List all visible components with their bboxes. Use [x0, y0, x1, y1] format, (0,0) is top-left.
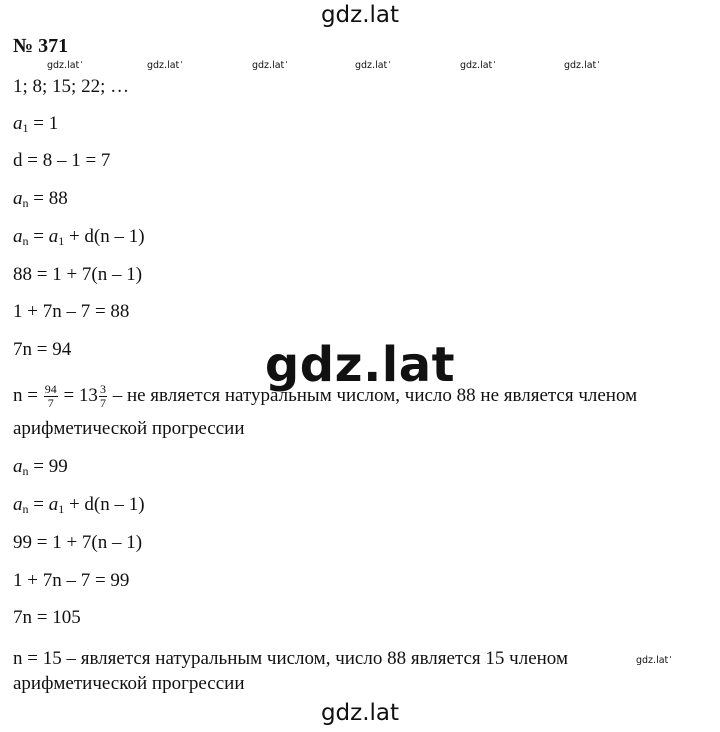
an99-sub: n — [22, 464, 29, 478]
formula-an-var: a — [13, 226, 23, 247]
watermark-small-2: gdz.lat ' — [147, 60, 182, 71]
eq99-line-2: 1 + 7n – 7 = 99 — [13, 570, 130, 591]
conclusion99-line1: n = 15 – является натуральным числом, число 88 является 15 членом — [13, 648, 568, 669]
n-fraction-line — [13, 383, 637, 410]
eq88-line-3: 7n = 94 — [13, 339, 72, 360]
eq99-line-3: 7n = 105 — [13, 607, 81, 628]
watermark-small-5: gdz.lat ' — [460, 60, 495, 71]
an88-line — [13, 188, 68, 214]
formula-line-1 — [13, 226, 145, 252]
frac-equals: = 13 — [58, 384, 98, 406]
n-frac-start: n = — [13, 384, 43, 406]
watermark-small-1: gdz.lat ' — [47, 60, 82, 71]
formula2-a1-sub: 1 — [58, 502, 65, 516]
formula-tail: + d(n – 1) — [64, 226, 145, 247]
conclusion88-line1: – не является натуральным числом, число 88 не является членом — [107, 384, 638, 406]
fraction-94-7-den: 7 — [47, 396, 54, 410]
formula2-tail: + d(n – 1) — [64, 494, 145, 515]
an99-line — [13, 456, 68, 482]
conclusion99-line2: арифметической прогрессии — [13, 673, 245, 694]
watermark-small-6: gdz.lat ' — [564, 60, 599, 71]
problem-title: № 371 — [13, 35, 69, 57]
an99-var: a — [13, 456, 23, 477]
an99-rest: = 99 — [28, 456, 68, 477]
formula2-eq: = — [28, 494, 49, 515]
watermark-small-3: gdz.lat ' — [252, 60, 287, 71]
watermark-top: gdz.lat — [320, 2, 400, 28]
conclusion88-line2: арифметической прогрессии — [13, 418, 245, 439]
fraction-3-7 — [99, 383, 107, 410]
fraction-94-7-num: 94 — [44, 382, 57, 396]
formula-a1-sub: 1 — [58, 234, 65, 248]
fraction-94-7 — [44, 383, 58, 410]
fraction-3-7-num: 3 — [99, 382, 106, 396]
an-sub: n — [22, 196, 29, 210]
formula2-an-var: a — [13, 494, 23, 515]
formula2-a1-var: a — [48, 494, 59, 515]
formula2-an-sub: n — [22, 502, 29, 516]
formula-an-sub: n — [22, 234, 29, 248]
eq99-line-1: 99 = 1 + 7(n – 1) — [13, 532, 143, 553]
a1-var: a — [13, 113, 23, 134]
watermark-bottom: gdz.lat — [320, 700, 400, 726]
an-var: a — [13, 188, 23, 209]
sequence-line: 1; 8; 15; 22; … — [13, 76, 130, 97]
eq88-line-2: 1 + 7n – 7 = 88 — [13, 301, 130, 322]
formula-line-2 — [13, 494, 145, 520]
a1-rest: = 1 — [28, 113, 59, 134]
formula-eq: = — [28, 226, 49, 247]
watermark-inline: gdz.lat ' — [636, 655, 671, 666]
watermark-center: gdz.lat — [264, 337, 456, 393]
a1-line — [13, 113, 58, 139]
a1-sub: 1 — [22, 121, 29, 135]
eq88-line-1: 88 = 1 + 7(n – 1) — [13, 264, 143, 285]
fraction-3-7-den: 7 — [99, 396, 106, 410]
watermark-small-4: gdz.lat ' — [355, 60, 390, 71]
d-line: d = 8 – 1 = 7 — [13, 150, 111, 171]
an88-rest: = 88 — [28, 188, 68, 209]
formula-a1-var: a — [48, 226, 59, 247]
